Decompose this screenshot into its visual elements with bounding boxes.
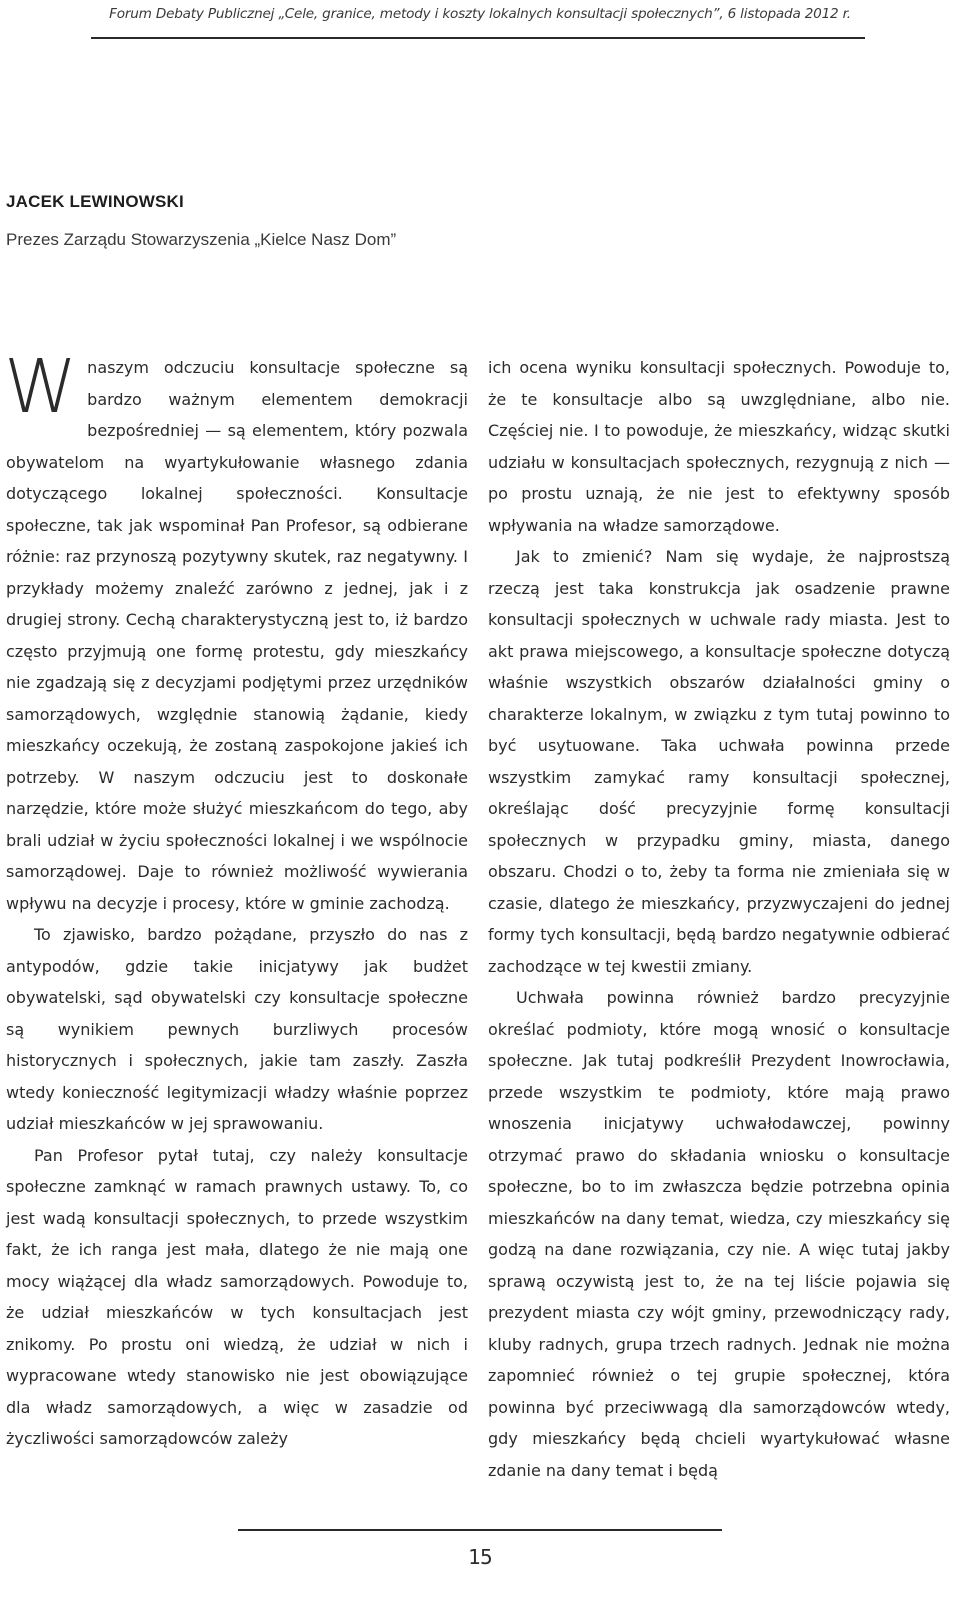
paragraph: Pan Profesor pytał tutaj, czy należy konsultacje społeczne zamknąć w ramach prawnych ustawy. To, co jest wadą konsultacji społecznych, to przede wszystkim fakt, że ich ranga jest mała, dlatego że nie mają one mocy wiążącej dla władz samorządowych. Powoduje to, że udział mieszkańców w tych konsultacjach jest znikomy. Po prostu oni wiedzą, że udział w nich i wypracowane wtedy stanowisko nie jest obowiązujące dla władz samorządowych, a więc w zasadzie od życzliwości samorządowców zależy <box>6 1145 468 1448</box>
paragraph: ich ocena wyniku konsultacji społecznych. Powoduje to, że te konsultacje albo są uwzględniane, albo nie. Częściej nie. I to powoduje, że mieszkańcy, widząc skutki udziału w konsultacjach społecznych, rezygnują z nich — po prostu uznają, że nie jest to efektywny sposób wpływania na władze samorządowe. <box>488 358 950 535</box>
speaker-role: Prezes Zarządu Stowarzyszenia „Kielce Nasz Dom” <box>6 230 397 249</box>
left-column <box>4 344 468 1455</box>
paragraph: Uchwała powinna również bardzo precyzyjnie określać podmioty, które mogą wnosić o konsultacje społeczne. Jak tutaj podkreślił Prezydent Inowrocławia, przede wszystkim te podmioty, które mają prawo wnoszenia inicjatywy uchwałodawczej, powinny otrzymać prawo do składania wniosku o konsultacje społeczne, bo to im zwłaszcza będzie potrzebna opinia mieszkańców na dany temat, wiedza, czy mieszkańcy się godzą na dane rozwiązania, czy nie. A więc tutaj jakby sprawą oczywistą jest to, że na tej liście pojawia się prezydent miasta czy wójt gminy, przewodniczący rady, kluby radnych, grupa trzech radnych. Jednak nie można zapomnieć również o tej grupie społecznej, która powinna być przeciwwagą dla samorządowców wtedy, gdy mieszkańcy będą chcieli wyartykułować własne zdanie na dany temat i będą <box>488 988 950 1480</box>
paragraph: To zjawisko, bardzo pożądane, przyszło do nas z antypodów, gdzie takie inicjatywy jak budżet obywatelski, sąd obywatelski czy konsultacje społeczne są wynikiem pewnych burzliwych procesów historycznych i społecznych, jakie tam zaszły. Zaszła wtedy konieczność legitymizacji władzy właśnie poprzez udział mieszkańców w jej sprawowaniu. <box>6 925 468 1133</box>
drop-cap: W <box>4 344 78 430</box>
paragraph: Jak to zmienić? Nam się wydaje, że najprostszą rzeczą jest taka konstrukcja jak osadzenie prawne konsultacji społecznych w uchwale rady miasta. Jest to akt prawa miejscowego, a konsultacje społeczne dotyczą właśnie wszystkich obszarów działalności gminy o charakterze lokalnym, w związku z tym tutaj powinno to być usytuowane. Taka uchwała powinna przede wszystkim zamykać ramy konsultacji społecznej, określając dość precyzyjnie formę konsultacji społecznych w przypadku gminy, miasta, danego obszaru. Chodzi o to, żeby ta forma nie zmieniała się w czasie, dlatego że mieszkańcy, przyzwyczajeni do jednej formy tych konsultacji, będą bardzo negatywnie odbierać zachodzące w tej kwestii zmiany. <box>488 547 950 976</box>
paragraph <box>4 344 468 919</box>
footer-divider <box>238 1529 722 1531</box>
right-column <box>488 352 950 1486</box>
running-header: Forum Debaty Publicznej „Cele, granice, metody i koszty lokalnych konsultacji społecznych”, 6 listopada 2012 r. <box>109 6 851 22</box>
speaker-name: JACEK LEWINOWSKI <box>6 192 184 211</box>
paragraph-text: naszym odczuciu konsultacje społeczne są bardzo ważnym elementem demokracji bezpośredniej — są elementem, który pozwala obywatelom na wyartykułowanie własnego zdania dotyczącego lokalnej społeczności. Konsultacje społeczne, tak jak wspominał Pan Profesor, są odbierane różnie: raz przynoszą pozytywny skutek, raz negatywny. I przykłady możemy znaleźć zarówno z jednej, jak i z drugiej strony. Cechą charakterystyczną jest to, iż bardzo często przyjmują one formę protestu, gdy mieszkańcy nie zgadzają się z decyzjami podjętymi przez urzędników samorządowych, względnie stanowią żądanie, kiedy mieszkańcy oczekują, że zostaną zaspokojone jakieś ich potrzeby. W naszym odczuciu jest to doskonałe narzędzie, które może służyć mieszkańcom do tego, aby brali udział w życiu społeczności lokalnej i we wspólnocie samorządowej. Daje to również możliwość wywierania wpływu na decyzje i procesy, które w gminie zachodzą. <box>6 358 468 913</box>
page-number: 15 <box>468 1545 492 1569</box>
header-divider <box>91 37 865 39</box>
